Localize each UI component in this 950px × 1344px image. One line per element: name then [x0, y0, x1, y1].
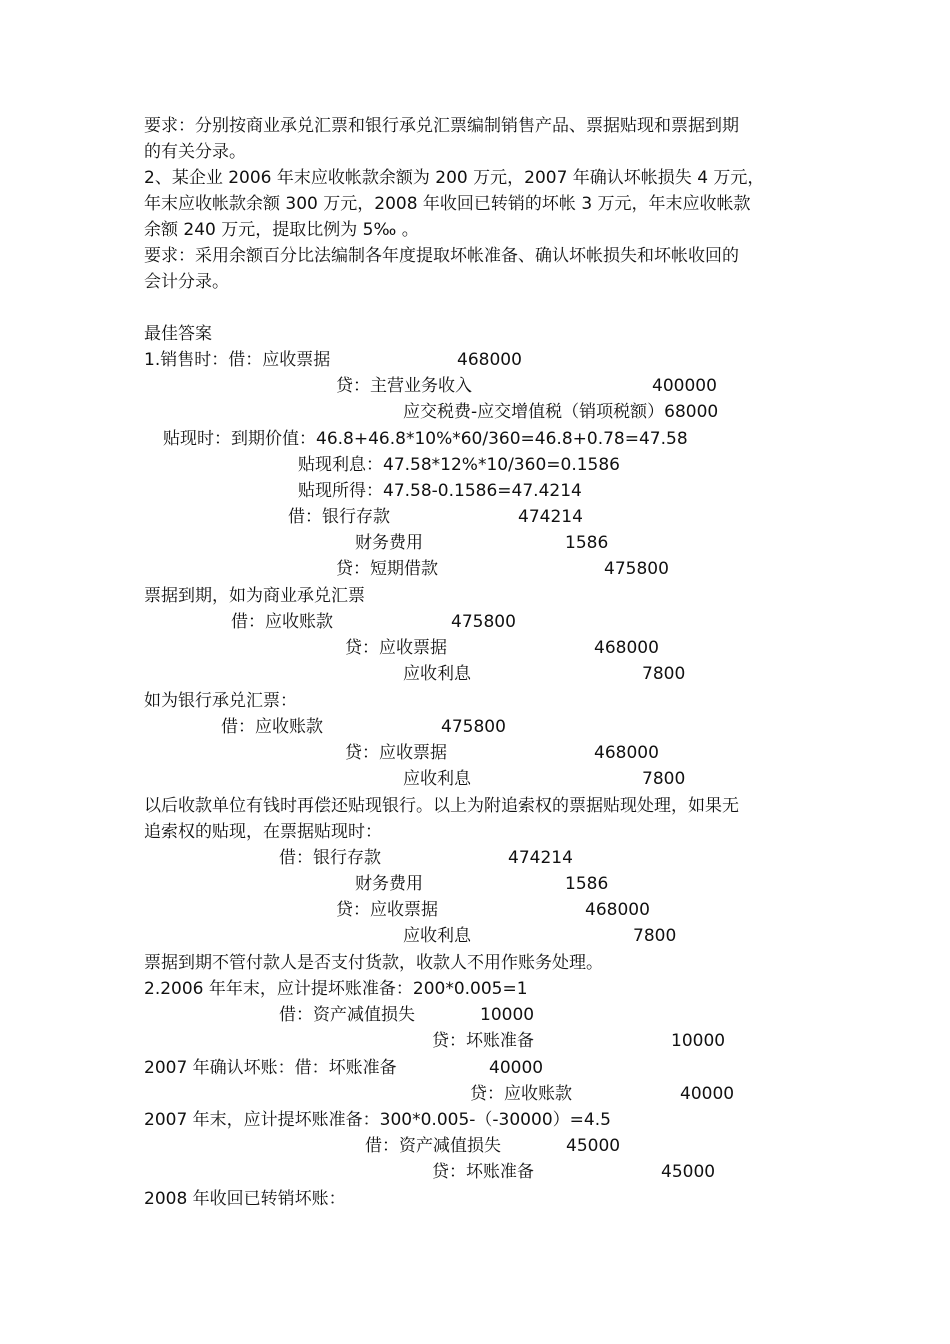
y2007-confirm-amount: 40000 [489, 1058, 544, 1078]
no-recourse-finance-cost-amount: 1586 [565, 874, 609, 894]
commercial-interest-label: 应收利息 [403, 664, 471, 684]
bank-debit-ar-label: 借：应收账款 [221, 717, 323, 737]
no-recourse-finance-cost-label: 财务费用 [355, 874, 423, 894]
no-recourse-interest-amount: 7800 [633, 926, 677, 946]
due-bank-heading: 如为银行承兑汇票： [144, 691, 297, 711]
y2007-credit-ar-label: 贷：应收账款 [470, 1084, 572, 1104]
best-answer-heading: 最佳答案 [144, 324, 212, 344]
y2006-debit-amount: 10000 [480, 1005, 535, 1025]
vat-line: 应交税费-应交增值税（销项税额）68000 [403, 402, 719, 422]
sale-entry-amount: 468000 [457, 350, 522, 370]
no-recourse-credit-notes-amount: 468000 [585, 900, 650, 920]
no-recourse-debit-bank-amount: 474214 [508, 848, 573, 868]
recourse-note-line-2: 追索权的贴现，在票据贴现时： [144, 822, 382, 842]
y2006-provision-line: 2.2006 年年末，应计提坏账准备：200*0.005=1 [144, 979, 528, 999]
discount-maturity-value: 贴现时：到期价值：46.8+46.8*10%*60/360=46.8+0.78=47.58 [163, 429, 688, 449]
y2008-recovery-line: 2008 年收回已转销坏账： [144, 1189, 346, 1209]
y2007-credit-ar-amount: 40000 [680, 1084, 735, 1104]
sale-entry-label: 1.销售时：借：应收票据 [144, 350, 331, 370]
commercial-credit-notes-label: 贷：应收票据 [345, 638, 447, 658]
credit-revenue-label: 贷：主营业务收入 [336, 376, 472, 396]
no-recourse-debit-bank-label: 借：银行存款 [279, 848, 381, 868]
y2007-end-provision-line: 2007 年末，应计提坏账准备：300*0.005-（-30000）=4.5 [144, 1110, 611, 1130]
recourse-note-line-1: 以后收款单位有钱时再偿还贴现银行。以上为附追索权的票据贴现处理，如果无 [144, 796, 739, 816]
y2007-credit-allowance-label: 贷：坏账准备 [432, 1162, 534, 1182]
credit-loan-amount: 475800 [604, 559, 669, 579]
no-recourse-interest-label: 应收利息 [403, 926, 471, 946]
bank-credit-notes-label: 贷：应收票据 [345, 743, 447, 763]
commercial-debit-ar-label: 借：应收账款 [231, 612, 333, 632]
credit-revenue-amount: 400000 [652, 376, 717, 396]
y2007-debit-label: 借：资产减值损失 [365, 1136, 501, 1156]
finance-cost-label: 财务费用 [355, 533, 423, 553]
requirement-2: 要求：采用余额百分比法编制各年度提取坏帐准备、确认坏帐损失和坏帐收回的 [144, 246, 739, 266]
commercial-debit-ar-amount: 475800 [451, 612, 516, 632]
y2007-debit-amount: 45000 [566, 1136, 621, 1156]
debit-bank-amount: 474214 [518, 507, 583, 527]
discount-interest: 贴现利息：47.58*12%*10/360=0.1586 [298, 455, 620, 475]
requirement-1-cont: 的有关分录。 [144, 142, 246, 162]
bank-credit-notes-amount: 468000 [594, 743, 659, 763]
commercial-interest-amount: 7800 [642, 664, 686, 684]
discount-proceeds: 贴现所得：47.58-0.1586=47.4214 [298, 481, 582, 501]
due-commercial-heading: 票据到期，如为商业承兑汇票 [144, 586, 365, 606]
finance-cost-amount: 1586 [565, 533, 609, 553]
y2006-credit-label: 贷：坏账准备 [432, 1031, 534, 1051]
y2007-confirm-label: 2007 年确认坏账：借：坏账准备 [144, 1058, 397, 1078]
no-recourse-credit-notes-label: 贷：应收票据 [336, 900, 438, 920]
y2006-debit-label: 借：资产减值损失 [279, 1005, 415, 1025]
question-2-line-3: 余额 240 万元，提取比例为 5‰ 。 [144, 220, 419, 240]
y2006-credit-amount: 10000 [671, 1031, 726, 1051]
question-2-line-2: 年末应收帐款余额 300 万元，2008 年收回已转销的坏帐 3 万元，年末应收帐款 [144, 194, 751, 214]
credit-loan-label: 贷：短期借款 [336, 559, 438, 579]
requirement-2-cont: 会计分录。 [144, 272, 229, 292]
requirement-1: 要求：分别按商业承兑汇票和银行承兑汇票编制销售产品、票据贴现和票据到期 [144, 116, 739, 136]
bank-interest-amount: 7800 [642, 769, 686, 789]
maturity-closing-note: 票据到期不管付款人是否支付货款，收款人不用作账务处理。 [144, 953, 603, 973]
bank-interest-label: 应收利息 [403, 769, 471, 789]
bank-debit-ar-amount: 475800 [441, 717, 506, 737]
commercial-credit-notes-amount: 468000 [594, 638, 659, 658]
debit-bank-label: 借：银行存款 [288, 507, 390, 527]
y2007-credit-allowance-amount: 45000 [661, 1162, 716, 1182]
question-2-line-1: 2、某企业 2006 年末应收帐款余额为 200 万元，2007 年确认坏帐损失 4 万元， [144, 168, 765, 188]
